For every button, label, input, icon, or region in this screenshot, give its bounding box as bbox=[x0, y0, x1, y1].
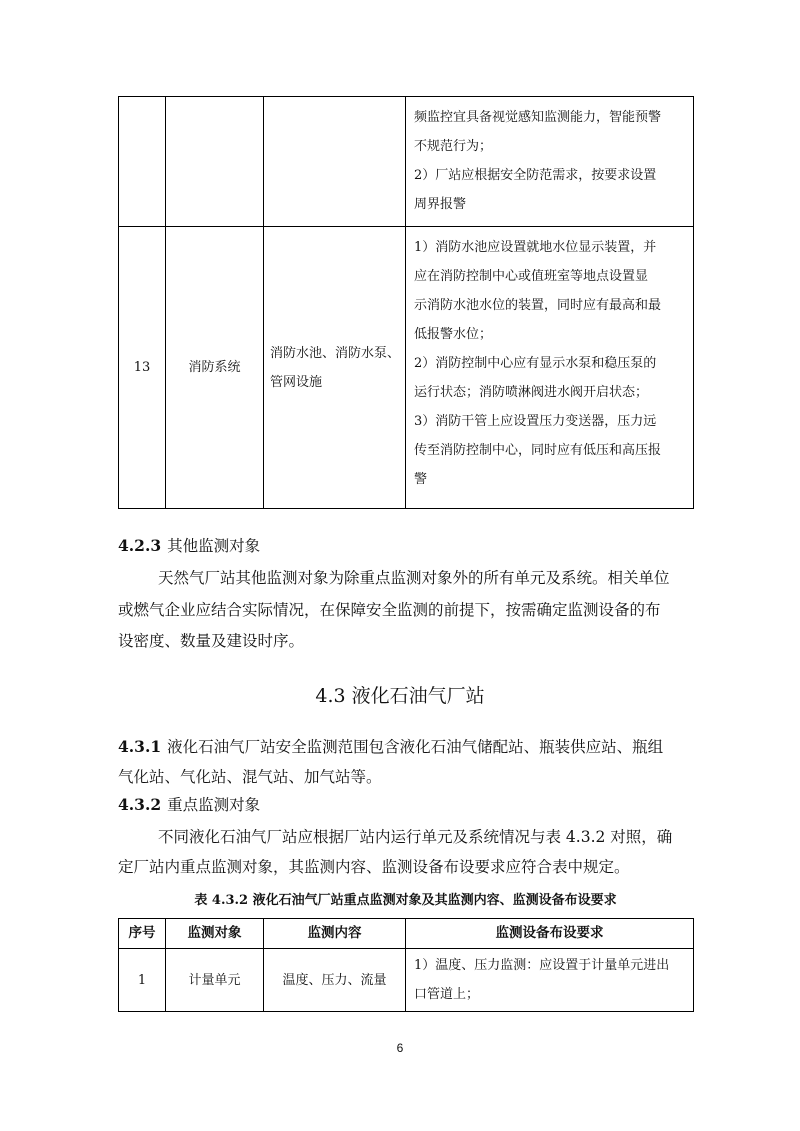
paragraph-line: 气化站、气化站、混气站、加气站等。 bbox=[118, 768, 382, 786]
table-row bbox=[119, 97, 694, 227]
requirement-line: 频监控宜具备视觉感知监测能力，智能预警 bbox=[414, 110, 662, 125]
table-cell bbox=[119, 97, 166, 227]
requirement-line: 3）消防干管上应设置压力变送器，压力远 bbox=[414, 414, 657, 429]
requirement-line: 口管道上； bbox=[414, 987, 480, 1002]
requirement-line: 不规范行为； bbox=[414, 139, 493, 154]
requirement-cell bbox=[406, 97, 694, 227]
requirement-cell bbox=[406, 949, 694, 1012]
table-row bbox=[119, 227, 694, 509]
header-no: 序号 bbox=[119, 919, 166, 949]
section-title: 4.3 液化石油气厂站 bbox=[315, 685, 485, 707]
subsection-heading-4-3-2 bbox=[118, 794, 693, 816]
subsection-title: 其他监测对象 bbox=[167, 537, 261, 555]
requirement-cell bbox=[406, 227, 694, 509]
requirement-line: 示消防水池水位的装置，同时应有最高和最 bbox=[414, 298, 662, 313]
table-header-row bbox=[119, 919, 694, 949]
paragraph-line: 不同液化石油气厂站应根据厂站内运行单元及系统情况与表 4.3.2 对照，确 bbox=[158, 828, 673, 846]
requirement-line: 1）消防水池应设置就地水位显示装置，并 bbox=[414, 240, 657, 255]
monitoring-content: 温度、压力、流量 bbox=[264, 949, 406, 1012]
requirement-line: 2）厂站应根据安全防范需求，按要求设置 bbox=[414, 168, 657, 183]
requirement-line: 2）消防控制中心应有显示水泵和稳压泵的 bbox=[414, 356, 657, 371]
monitoring-object: 消防系统 bbox=[166, 227, 264, 509]
lpg-monitoring-table bbox=[118, 918, 694, 1012]
requirement-line: 应在消防控制中心或值班室等地点设置显 bbox=[414, 269, 649, 284]
header-content: 监测内容 bbox=[264, 919, 406, 949]
clause-number: 4.3.1 bbox=[118, 737, 162, 756]
paragraph-line: 设密度、数量及建设时序。 bbox=[118, 632, 305, 650]
paragraph-line: 天然气厂站其他监测对象为除重点监测对象外的所有单元及系统。相关单位 bbox=[158, 569, 670, 587]
requirement-line: 运行状态；消防喷淋阀进水阀开启状态； bbox=[414, 385, 649, 400]
monitoring-content: 消防水池、消防水泵、管网设施 bbox=[264, 227, 406, 509]
requirement-line: 警 bbox=[414, 472, 428, 487]
header-object: 监测对象 bbox=[166, 919, 264, 949]
table-caption: 表 4.3.2 液化石油气厂站重点监测对象及其监测内容、监测设备布设要求 bbox=[194, 893, 617, 908]
clause-number: 4.2.3 bbox=[118, 536, 162, 555]
table-cell bbox=[264, 97, 406, 227]
paragraph-text: 液化石油气厂站安全监测范围包含液化石油气储配站、瓶装供应站、瓶组 bbox=[167, 738, 664, 756]
clause-4-3-1 bbox=[118, 736, 693, 758]
clause-number: 4.3.2 bbox=[118, 795, 162, 814]
requirement-line: 周界报警 bbox=[414, 197, 467, 212]
row-number: 13 bbox=[119, 227, 166, 509]
page-number: 6 bbox=[396, 1041, 404, 1055]
subsection-title: 重点监测对象 bbox=[167, 796, 261, 814]
paragraph-line: 或燃气企业应结合实际情况，在保障安全监测的前提下，按需确定监测设备的布 bbox=[118, 601, 661, 619]
monitoring-table-continued bbox=[118, 96, 694, 509]
header-requirement: 监测设备布设要求 bbox=[406, 919, 694, 949]
monitoring-object: 计量单元 bbox=[166, 949, 264, 1012]
requirement-line: 传至消防控制中心，同时应有低压和高压报 bbox=[414, 443, 662, 458]
row-number: 1 bbox=[119, 949, 166, 1012]
subsection-heading-4-2-3 bbox=[118, 535, 693, 557]
table-row bbox=[119, 949, 694, 1012]
requirement-line: 1）温度、压力监测：应设置于计量单元进出 bbox=[414, 958, 670, 973]
paragraph-line: 定厂站内重点监测对象，其监测内容、监测设备布设要求应符合表中规定。 bbox=[118, 858, 630, 876]
requirement-line: 低报警水位； bbox=[414, 327, 493, 342]
table-cell bbox=[166, 97, 264, 227]
